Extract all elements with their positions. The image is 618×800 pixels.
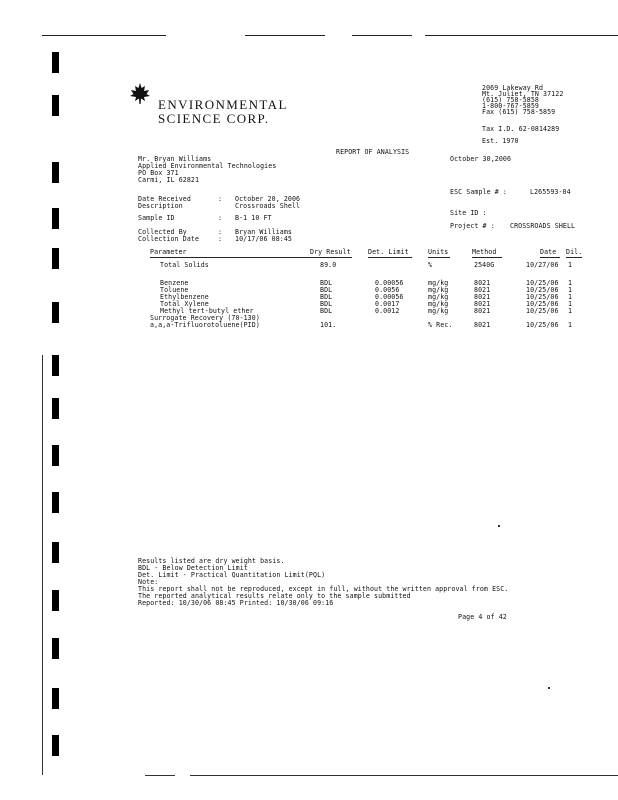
cell-parameter: Total Solids [160,261,209,269]
note-line: The reported analytical results relate only to the sample submitted [138,592,411,600]
punch-hole-mark [52,208,59,229]
punch-hole-mark [52,248,59,269]
scan-top-line-mid [245,35,325,36]
scan-speck [498,525,500,527]
cell-units: mg/kg [428,300,449,308]
cell-parameter: a,a,a-Trifluorotoluene(PID) [150,321,260,329]
punch-hole-mark [52,735,59,756]
scan-bottom-line [145,775,175,776]
cell-units: % Rec. [428,321,453,329]
note-line: Reported: 10/30/06 08:45 Printed: 10/30/06 09:16 [138,599,334,607]
company-name-line1: ENVIRONMENTAL [158,97,288,112]
cell-det-limit: 0.0056 [375,286,400,294]
cell-det-limit: 0.00056 [375,279,404,287]
cell-dil: 1 [568,321,573,329]
cell-parameter: Benzene [160,279,189,287]
cell-date: 10/25/06 [526,321,559,329]
project-label: Project # : [450,222,495,230]
note-line: Det. Limit - Practical Quantitation Limit(PQL) [138,571,326,579]
maple-leaf-logo-icon [128,82,152,110]
punch-hole-mark [52,688,59,709]
company-name-line2: SCIENCE CORP. [158,111,270,126]
cell-det-limit: 0.00056 [375,293,404,301]
scan-speck [548,687,550,689]
punch-hole-mark [52,162,59,183]
col-header-date: Date [540,248,557,256]
cell-dry-result: 101. [320,321,337,329]
lab-address-line: (615) 758-5858 [482,96,539,104]
project-value: CROSSROADS SHELL [510,222,576,230]
scan-top-line-right [425,35,618,36]
cell-parameter: Methyl tert-butyl ether [160,307,254,315]
header-underline [472,257,502,258]
cell-units: % [428,261,433,269]
col-header-dry-result: Dry Result [310,248,351,256]
col-header-parameter: Parameter [150,248,187,256]
cell-dry-result: BDL [320,279,333,287]
scan-bottom-line [190,775,618,776]
header-underline [428,257,450,258]
cell-dry-result: BDL [320,293,333,301]
cell-date: 10/25/06 [526,286,559,294]
field-value-description: Crossroads Shell [235,202,301,210]
punch-hole-mark [52,95,59,116]
cell-date: 10/25/06 [526,293,559,301]
cell-dry-result: BDL [320,300,333,308]
field-label-date-received: Date Received [138,195,191,203]
cell-dry-result: 89.0 [320,261,337,269]
col-header-method: Method [472,248,497,256]
lab-address-line: Fax (615) 758-5859 [482,108,556,116]
scan-left-edge-line [42,355,43,775]
note-line: Note: [138,578,159,586]
scan-top-line-mid2 [352,35,412,36]
field-value-date-received: October 20, 2006 [235,195,301,203]
lab-address-line: Mt. Juliet, TN 37122 [482,90,564,98]
client-line: Mr. Bryan Williams [138,155,212,163]
cell-method: 2540G [474,261,495,269]
cell-date: 10/25/06 [526,300,559,308]
header-underline [310,257,352,258]
punch-hole-mark [52,355,59,376]
col-header-units: Units [428,248,449,256]
cell-method: 8021 [474,300,491,308]
note-line: This report shall not be reproduced, except in full, without the written approval from ESC. [138,585,509,593]
site-id-label: Site ID : [450,209,487,217]
field-sep: : [218,214,223,222]
field-value-collected-by: Bryan Williams [235,228,292,236]
field-sep: : [218,228,223,236]
cell-parameter: Surrogate Recovery (70-130) [150,314,260,322]
report-title: REPORT OF ANALYSIS [336,148,410,156]
field-label-collected-by: Collected By [138,228,187,236]
note-line: Results listed are dry weight basis. [138,557,285,565]
cell-units: mg/kg [428,293,449,301]
field-label-collection-date: Collection Date [138,235,200,243]
cell-method: 8021 [474,286,491,294]
col-header-dil: Dil. [566,248,583,256]
cell-parameter: Total Xylene [160,300,209,308]
cell-dil: 1 [568,261,573,269]
cell-units: mg/kg [428,279,449,287]
esc-sample-value: L265593-04 [530,188,571,196]
field-label-description: Description [138,202,183,210]
page-number: Page 4 of 42 [458,613,507,621]
cell-date: 10/27/06 [526,261,559,269]
header-underline [566,257,582,258]
field-value-collection-date: 10/17/06 08:45 [235,235,292,243]
header-underline [540,257,560,258]
punch-hole-mark [52,638,59,659]
client-line: Applied Environmental Technologies [138,162,277,170]
esc-sample-label: ESC Sample # : [450,188,507,196]
client-line: PO Box 371 [138,169,179,177]
cell-parameter: Toluene [160,286,189,294]
cell-date: 10/25/06 [526,307,559,315]
cell-dil: 1 [568,307,573,315]
punch-hole-mark [52,492,59,513]
scan-top-line-left [42,35,166,36]
punch-hole-mark [52,445,59,466]
tax-id: Tax I.D. 62-0814289 [482,125,560,133]
punch-hole-mark [52,52,59,73]
punch-hole-mark [52,398,59,419]
cell-units: mg/kg [428,286,449,294]
header-underline [368,257,412,258]
cell-det-limit: 0.0012 [375,307,400,315]
punch-hole-mark [52,590,59,611]
cell-dil: 1 [568,293,573,301]
cell-method: 8021 [474,321,491,329]
cell-dil: 1 [568,286,573,294]
cell-dry-result: BDL [320,286,333,294]
established-year: Est. 1970 [482,137,519,145]
lab-address-line: 1-800-767-5859 [482,102,539,110]
cell-date: 10/25/06 [526,279,559,287]
note-line: BDL - Below Detection Limit [138,564,248,572]
header-underline [150,257,310,258]
field-value-sample-id: B-1 10 FT [235,214,272,222]
field-label-sample-id: Sample ID [138,214,175,222]
cell-units: mg/kg [428,307,449,315]
lab-address-line: 2069 Lakeway Rd [482,84,544,92]
field-sep: : [218,235,223,243]
cell-dil: 1 [568,279,573,287]
col-header-det-limit: Det. Limit [368,248,409,256]
punch-hole-mark [52,542,59,563]
cell-det-limit: 0.0017 [375,300,400,308]
cell-method: 8021 [474,293,491,301]
field-sep: : [218,195,223,203]
cell-dil: 1 [568,300,573,308]
report-date: October 30,2006 [450,155,512,163]
cell-method: 8021 [474,279,491,287]
cell-method: 8021 [474,307,491,315]
cell-dry-result: BDL [320,307,333,315]
punch-hole-mark [52,302,59,323]
client-line: Carmi, IL 62821 [138,176,200,184]
cell-parameter: Ethylbenzene [160,293,209,301]
